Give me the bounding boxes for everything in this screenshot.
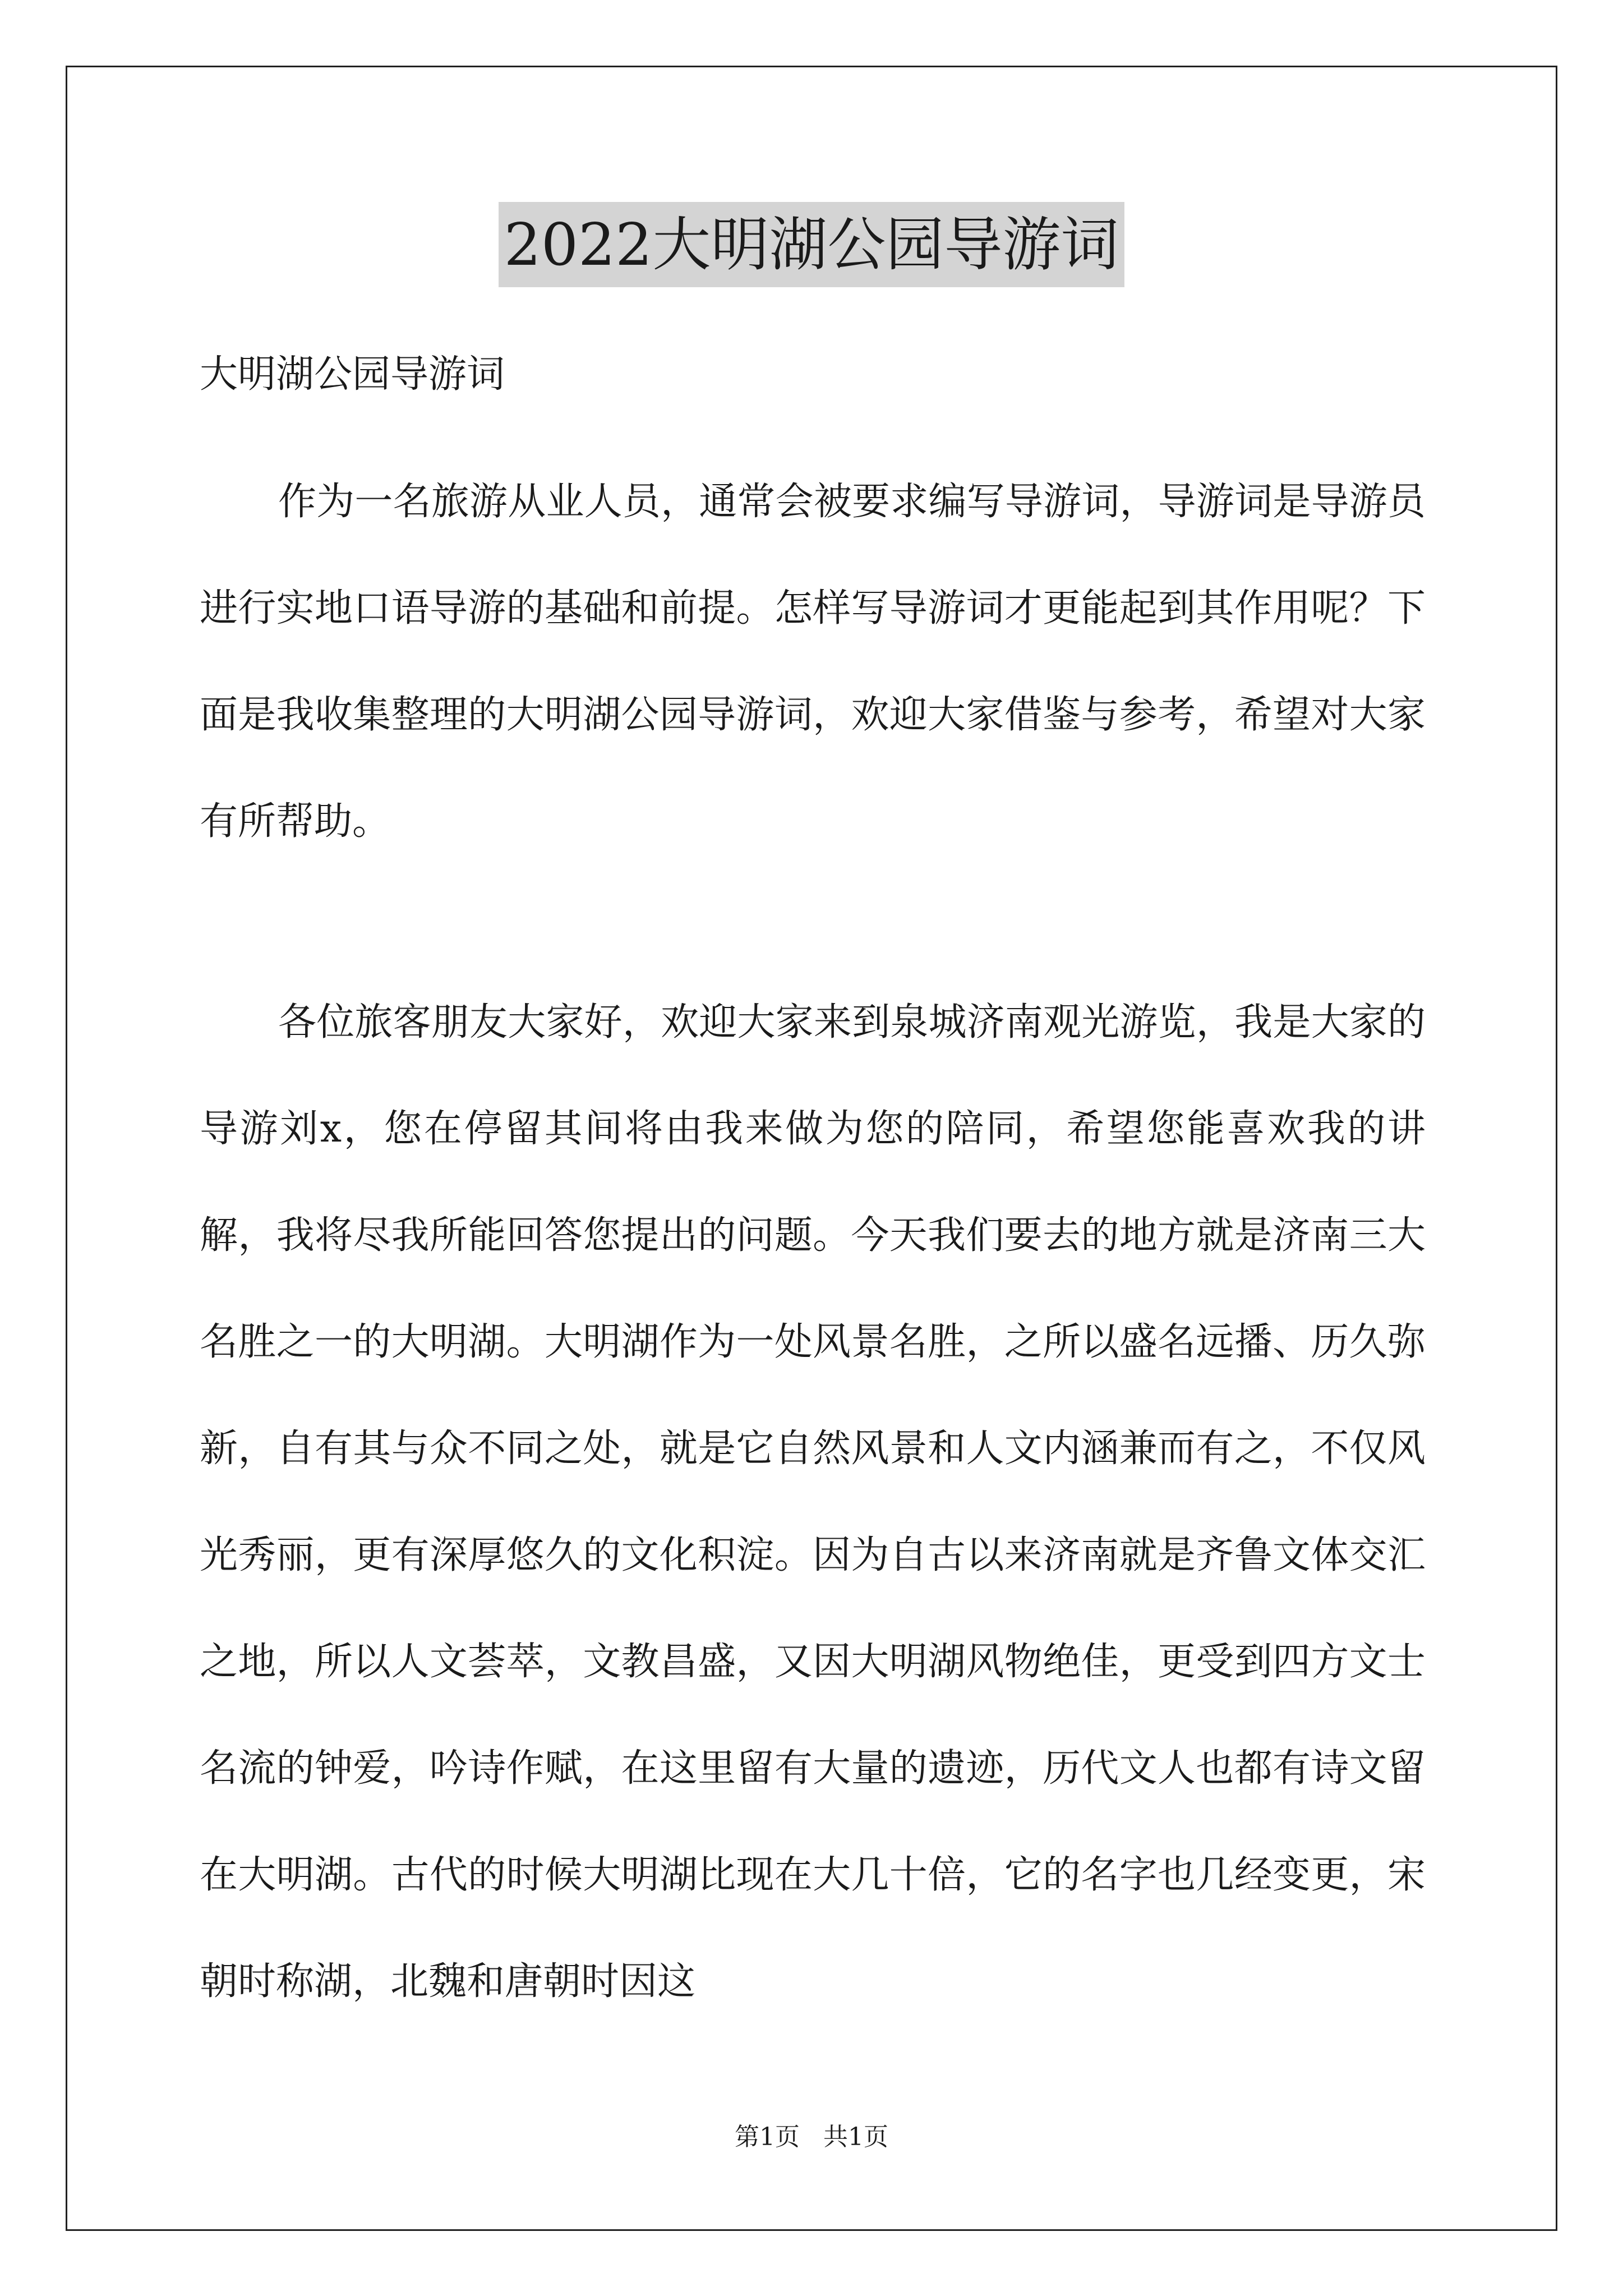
document-title: 2022大明湖公园导游词 xyxy=(499,202,1125,287)
page-footer: 第1页 共1页 xyxy=(735,2123,888,2151)
paragraph-intro: 作为一名旅游从业人员，通常会被要求编写导游词，导游词是导游员进行实地口语导游的基础和前提。怎样写导游词才更能起到其作用呢？下面是我收集整理的大明湖公园导游词，欢迎大家借鉴与参考，希望对大家有所帮助。 xyxy=(200,480,1426,844)
document-subtitle: 大明湖公园导游词 xyxy=(200,352,505,397)
paragraph-main: 各位旅客朋友大家好，欢迎大家来到泉城济南观光游览，我是大家的导游刘x，您在停留其间将由我来做为您的陪同，希望您能喜欢我的讲解，我将尽我所能回答您提出的问题。今天我们要去的地方就是济南三大名胜之一的大明湖。大明湖作为一处风景名胜，之所以盛名远播、历久弥新，自有其与众不同之处，就是它自然风景和人文内涵兼而有之，不仅风光秀丽，更有深厚悠久的文化积淀。因为自古以来济南就是齐鲁文体交汇之地，所以人文荟萃，文教昌盛，又因大明湖风物绝佳，更受到四方文士名流的钟爱，吟诗作赋，在这里留有大量的遗迹，历代文人也都有诗文留在大明湖。古代的时候大明湖比现在大几十倍，它的名字也几经变更，宋朝时称湖，北魏和唐朝时因这 xyxy=(200,1000,1426,2004)
title-container xyxy=(0,202,1623,287)
